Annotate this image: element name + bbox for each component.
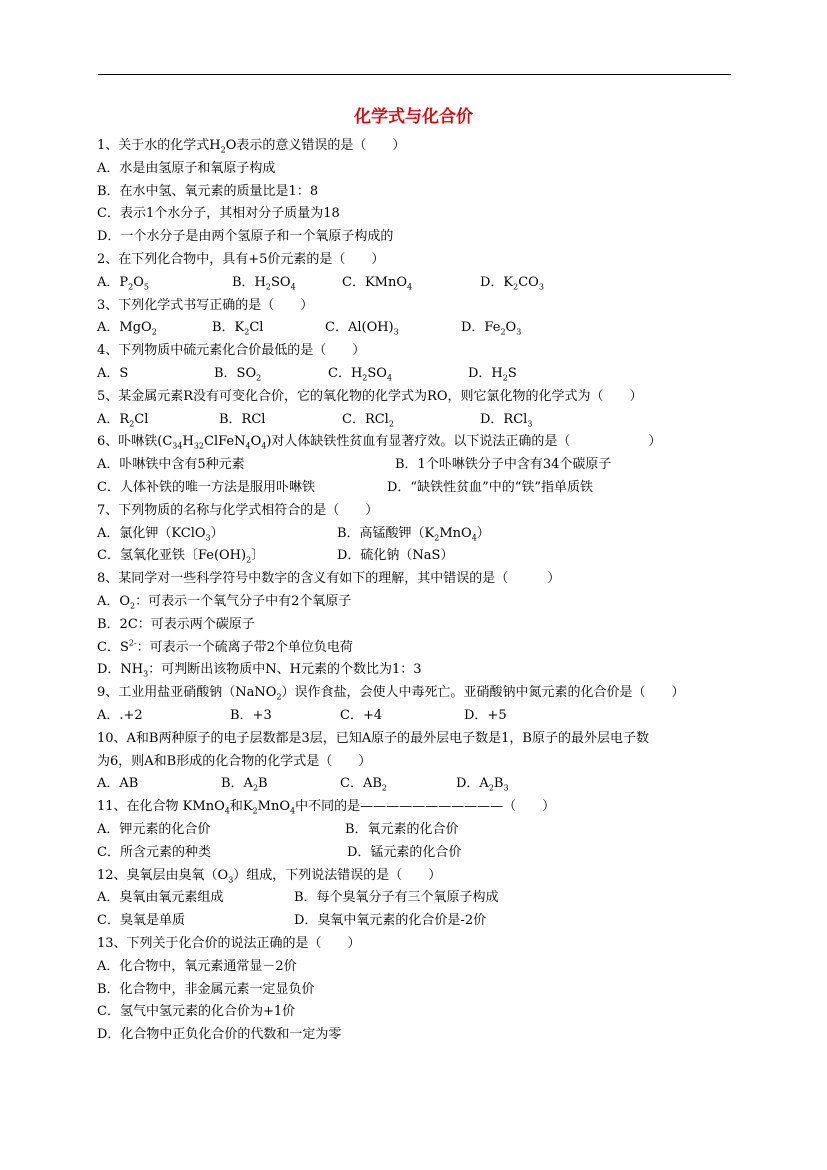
answer-option: B．$H_2SO_4$: [232, 275, 296, 292]
answer-option: C．臭氧是单质: [97, 913, 185, 928]
answer-option: A．卟啉铁中含有5种元素: [97, 457, 245, 472]
question-stem: 9、工业用盐亚硝酸钠（NaNO$_2$）误作食盐，会使人中毒死亡。亚硝酸钠中氮元素的化合价是（ ）: [97, 685, 685, 702]
answer-option: C．RCl$_2$: [342, 412, 394, 429]
answer-option: D．一个水分子是由两个氢原子和一个氧原子构成的: [97, 229, 394, 244]
answer-option: A．水是由氢原子和氧原子构成: [97, 161, 276, 176]
answer-option: B．RCl: [219, 412, 266, 427]
question-stem: 2、在下列化合物中，具有+5价元素的是（ ）: [97, 252, 385, 267]
answer-option: C．氢氧化亚铁〔$Fe(OH)_2$〕: [97, 548, 265, 565]
page-title: 化学式与化合价: [354, 107, 473, 127]
answer-option: C．氢气中氢元素的化合价为+1价: [97, 1004, 296, 1019]
answer-option: A．S: [97, 366, 129, 381]
question-stem: 10、A和B两种原子的电子层数都是3层，已知A原子的最外层电子数是1，B原子的最外层电子数: [97, 731, 649, 746]
question-stem: 12、臭氧层由臭氧$(O_3)$组成，下列说法错误的是（ ）: [97, 868, 442, 885]
answer-option: B．$K_2Cl$: [212, 320, 264, 337]
answer-option: A．MgO$_2$: [97, 320, 157, 337]
question-stem: 4、下列物质中硫元素化合价最低的是（ ）: [97, 343, 366, 358]
header-rule: [98, 74, 731, 75]
answer-option: C．KMnO$_4$: [342, 275, 413, 292]
answer-option: D．$Fe_2O_3$: [461, 320, 522, 337]
question-stem: 13、下列关于化合价的说法正确的是（ ）: [97, 936, 361, 951]
answer-option: A．AB: [97, 776, 139, 791]
answer-option: A．$O_2$：可表示一个氧气分子中有2个氧原子: [97, 594, 352, 611]
answer-option: D．化合物中正负化合价的代数和一定为零: [97, 1027, 342, 1042]
answer-option: C．$Al(OH)_3$: [325, 320, 399, 337]
answer-option: C．+4: [340, 708, 383, 723]
answer-option: C．$H_2SO_4$: [328, 366, 393, 383]
question-stem: 1、关于水的化学式$H_2O$表示的意义错误的是（ ）: [97, 138, 406, 155]
answer-option: B．高锰酸钾$(K_2MnO_4)$: [337, 526, 490, 543]
question-stem: 7、下列物质的名称与化学式相符合的是（ ）: [97, 503, 379, 518]
question-stem: 6、卟啉铁$(C_{34}H_{32}ClFeN_4O_4)$对人体缺铁性贫血有显著疗效。以下说法正确的是（ ）: [97, 434, 662, 451]
answer-option: C．$AB_2$: [340, 776, 387, 793]
answer-option: B．每个臭氧分子有三个氧原子构成: [294, 890, 499, 905]
answer-option: B．1个卟啉铁分子中含有34个碳原子: [395, 457, 612, 472]
answer-option: B．$SO_2$: [214, 366, 262, 383]
question-stem-continued: 为6，则A和B形成的化合物的化学式是（ ）: [97, 754, 372, 769]
answer-option: A．臭氧由氧元素组成: [97, 890, 224, 905]
answer-option: A．化合物中，氧元素通常显－2价: [97, 959, 297, 974]
question-stem: 8、某同学对一些科学符号中数字的含义有如下的理解，其中错误的是（ ）: [97, 571, 561, 586]
answer-option: A．$R_2Cl$: [97, 412, 149, 429]
answer-option: D．$NH_3$：可判断出该物质中N、H元素的个数比为1：3: [97, 662, 422, 679]
answer-option: C．人体补铁的唯一方法是服用卟啉铁: [97, 480, 315, 495]
answer-option: B．氧元素的化合价: [345, 822, 459, 837]
answer-option: D．RCl$_3$: [480, 412, 533, 429]
answer-option: D．臭氧中氧元素的化合价是-2价: [294, 913, 487, 928]
answer-option: D．$K_2CO_3$: [480, 275, 544, 292]
answer-option: D．$H_2S$: [468, 366, 517, 383]
answer-option: C．$S^{2-}$：可表示一个硫离子带2个单位负电荷: [97, 638, 353, 655]
answer-option: D．$A_2B_3$: [456, 776, 509, 793]
answer-option: D．锰元素的化合价: [347, 845, 462, 860]
answer-option: C．所含元素的种类: [97, 845, 211, 860]
answer-option: A．.+2: [97, 708, 143, 723]
answer-option: B．化合物中，非金属元素一定显负价: [97, 982, 315, 997]
answer-option: B．+3: [230, 708, 272, 723]
answer-option: A．氯化钾（KClO$_3$）: [97, 526, 224, 543]
answer-option: A．$P_2O_5$: [97, 275, 149, 292]
answer-option: C．表示1个水分子，其相对分子质量为18: [97, 206, 340, 221]
answer-option: A．钾元素的化合价: [97, 822, 211, 837]
answer-option: B．2C：可表示两个碳原子: [97, 617, 255, 632]
question-stem: 5、某金属元素R没有可变化合价，它的氧化物的化学式为RO，则它氯化物的化学式为（ ）: [97, 389, 643, 404]
answer-option: D．硫化钠（NaS）: [337, 548, 454, 563]
answer-option: B．在水中氢、氧元素的质量比是1：8: [97, 184, 319, 199]
answer-option: B．$A_2B$: [221, 776, 268, 793]
question-stem: 11、在化合物 KMnO$_4$和$K_2MnO_4$中不同的是———————————（ ）: [97, 799, 556, 816]
answer-option: D．+5: [464, 708, 507, 723]
question-stem: 3、下列化学式书写正确的是（ ）: [97, 298, 314, 313]
answer-option: D．“缺铁性贫血”中的“铁”指单质铁: [387, 480, 594, 495]
